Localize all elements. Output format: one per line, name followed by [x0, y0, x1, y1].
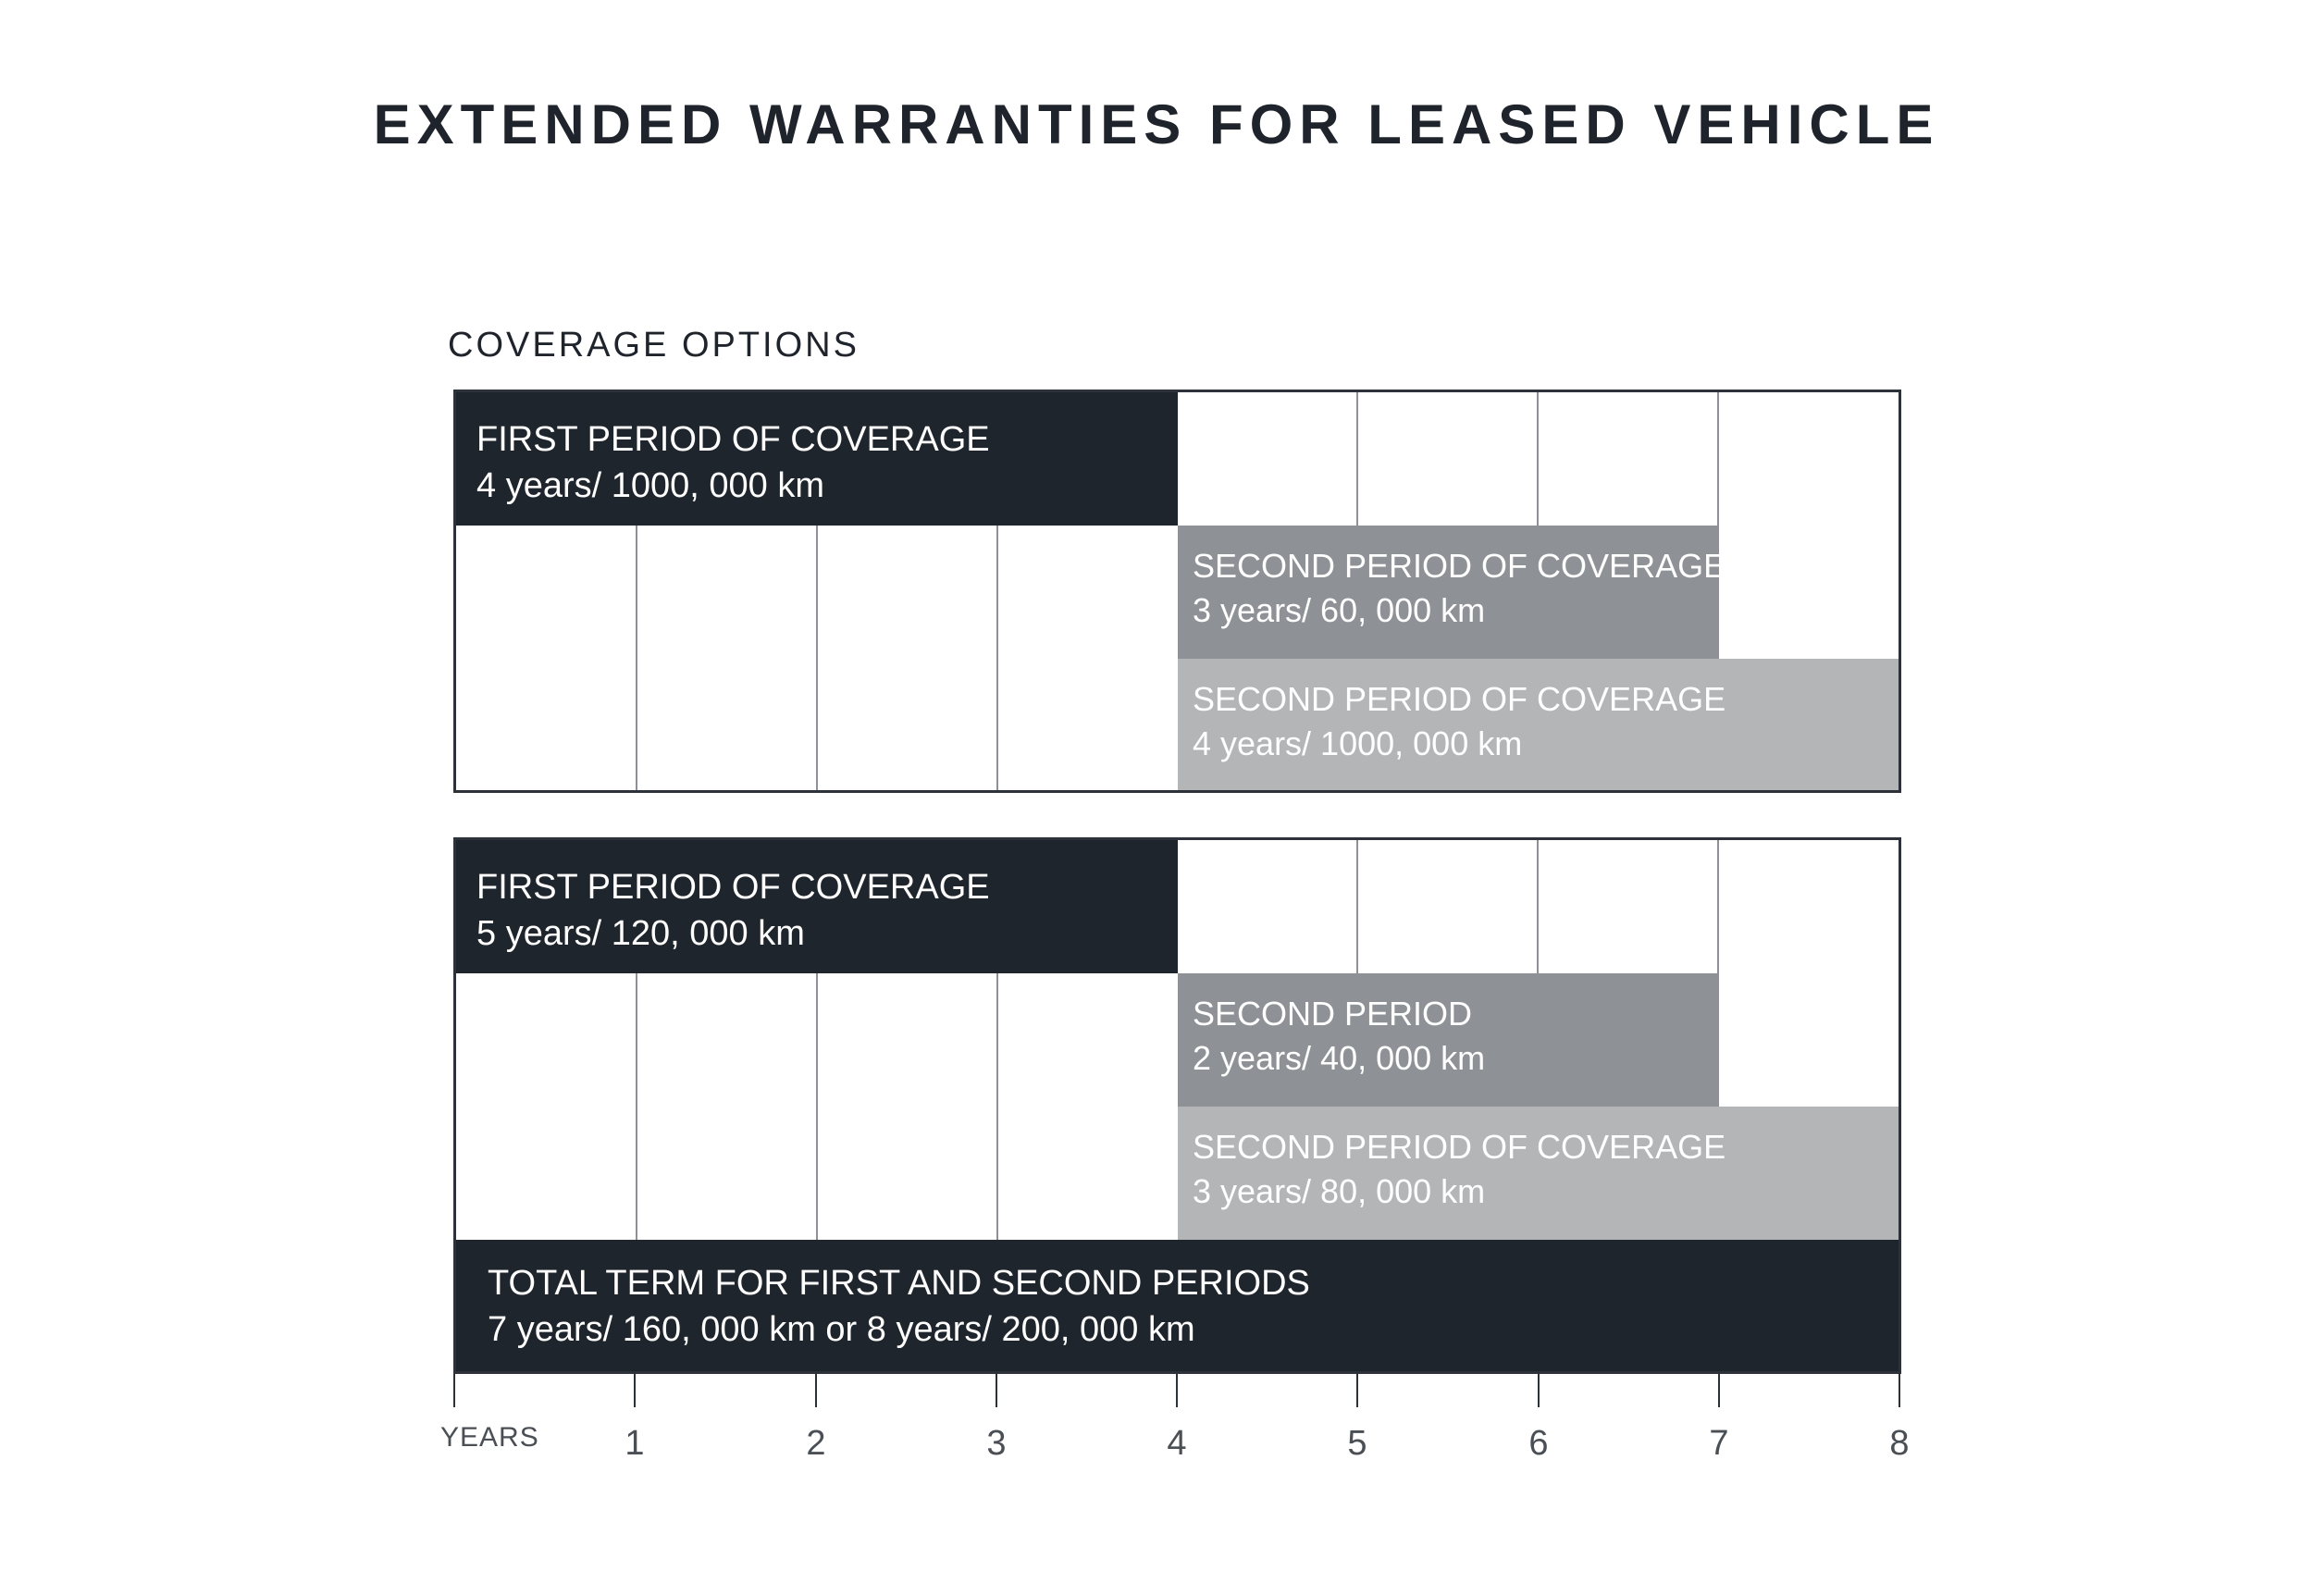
year-gridline — [996, 973, 998, 1240]
tick-label: 6 — [1528, 1424, 1549, 1463]
axis-tick — [634, 1374, 636, 1407]
bar-label: FIRST PERIOD OF COVERAGE — [476, 868, 990, 907]
bar-detail: 3 years/ 60, 000 km — [1193, 591, 1486, 629]
bar-label: FIRST PERIOD OF COVERAGE — [476, 420, 990, 459]
axis-tick — [453, 1374, 455, 1407]
year-gridline — [816, 526, 818, 792]
total-detail: 7 years/ 160, 000 km or 8 years/ 200, 000 km — [488, 1310, 1195, 1349]
bar-label: SECOND PERIOD OF COVERAGE — [1193, 547, 1726, 585]
bar-label: SECOND PERIOD OF COVERAGE — [1193, 680, 1726, 718]
axis-tick — [1899, 1374, 1900, 1407]
axis-tick — [996, 1374, 997, 1407]
years-axis — [440, 1374, 1910, 1466]
second-period-long-bar — [1178, 659, 1899, 792]
coverage-option-2 — [453, 837, 1901, 1374]
bar-detail: 2 years/ 40, 000 km — [1193, 1039, 1486, 1077]
bar-detail: 4 years/ 1000, 000 km — [1193, 724, 1523, 762]
tick-label: 4 — [1167, 1424, 1187, 1463]
bar-detail: 3 years/ 80, 000 km — [1193, 1172, 1486, 1210]
year-gridline — [816, 973, 818, 1240]
tick-label: 3 — [986, 1424, 1007, 1463]
tick-label: 1 — [625, 1424, 645, 1463]
total-label: TOTAL TERM FOR FIRST AND SECOND PERIODS — [488, 1264, 1310, 1303]
page-title: EXTENDED WARRANTIES FOR LEASED VEHICLE — [373, 93, 1940, 155]
tick-label: 2 — [806, 1424, 826, 1463]
axis-tick — [1176, 1374, 1178, 1407]
second-period-short-bar — [1178, 973, 1718, 1107]
total-term-bar — [456, 1240, 1899, 1373]
bar-label: SECOND PERIOD OF COVERAGE — [1193, 1128, 1726, 1166]
tick-label: 5 — [1347, 1424, 1367, 1463]
axis-tick — [1538, 1374, 1540, 1407]
year-gridline — [996, 526, 998, 792]
first-period-bar — [456, 840, 1178, 973]
second-period-short-bar — [1178, 526, 1726, 659]
year-gridline — [636, 526, 637, 792]
first-period-bar — [456, 392, 1178, 526]
axis-label: YEARS — [440, 1422, 539, 1453]
second-period-long-bar — [1178, 1107, 1899, 1240]
axis-tick — [815, 1374, 817, 1407]
coverage-option-1 — [453, 390, 1901, 793]
tick-label: 7 — [1709, 1424, 1729, 1463]
bar-detail: 4 years/ 1000, 000 km — [476, 466, 824, 505]
axis-tick — [1718, 1374, 1720, 1407]
axis-tick — [1356, 1374, 1358, 1407]
bar-label: SECOND PERIOD — [1193, 995, 1473, 1033]
year-gridline — [636, 973, 637, 1240]
bar-detail: 5 years/ 120, 000 km — [476, 914, 805, 953]
section-subtitle: COVERAGE OPTIONS — [448, 326, 860, 365]
tick-label: 8 — [1889, 1424, 1910, 1463]
